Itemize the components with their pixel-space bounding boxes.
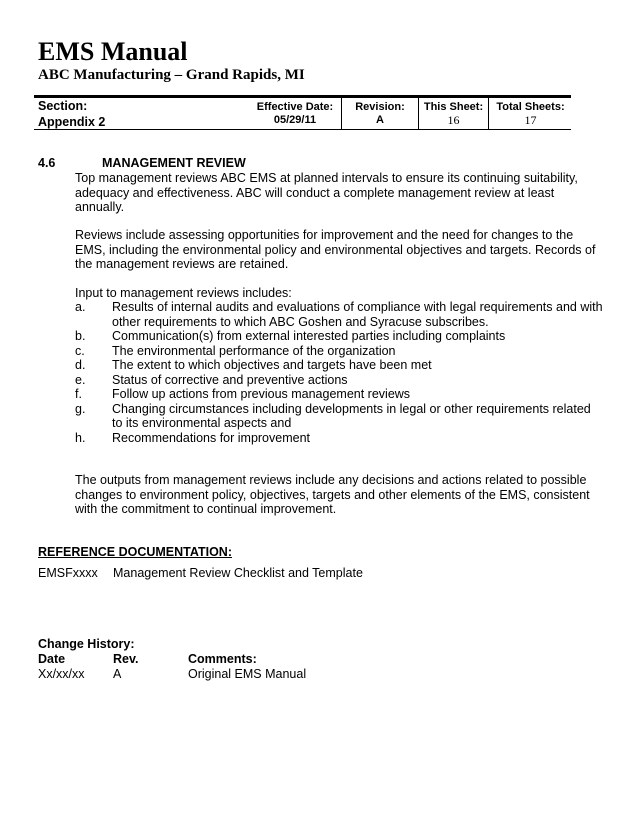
section-number: 4.6: [38, 156, 56, 170]
total-sheets-label: Total Sheets:: [496, 101, 565, 113]
total-sheets-value: 17: [524, 113, 537, 127]
list-item-text: Communication(s) from external interested parties including complaints: [112, 329, 506, 343]
list-item-text: Recommendations for improvement: [112, 430, 310, 445]
row-date: Xx/xx/xx: [38, 667, 85, 681]
manual-subtitle: ABC Manufacturing – Grand Rapids, MI: [38, 67, 305, 83]
effective-date-label: Effective Date:: [256, 101, 334, 113]
inputs-list: [75, 300, 603, 445]
list-marker: h.: [75, 430, 86, 445]
list-item: [75, 402, 603, 431]
paragraph-purpose: Top management reviews ABC EMS at planned intervals to ensure its continuing suitability, adequacy and effectiveness. ABC will conduct a complete management review at least annually.: [75, 171, 578, 214]
list-marker: a.: [75, 300, 86, 314]
revision-cell: [341, 98, 418, 129]
list-marker: e.: [75, 372, 86, 387]
manual-title: EMS Manual: [38, 37, 188, 66]
list-item: [75, 329, 603, 344]
list-item: [75, 431, 603, 446]
list-item: [75, 344, 603, 359]
paragraph-outputs: The outputs from management reviews include any decisions and actions related to possible changes to environment policy, objectives, targets and other elements of the EMS, consistent with the commitment to continual improvement.: [75, 473, 590, 516]
this-sheet-label: This Sheet:: [423, 101, 484, 113]
list-marker: g.: [75, 401, 86, 416]
inputs-intro: Input to management reviews includes:: [75, 286, 292, 300]
paragraph-scope: Reviews include assessing opportunities for improvement and the need for changes to the EMS, including the environmental policy and environmental objectives and targets. Records of the management reviews are retained.: [75, 228, 596, 271]
section-heading: MANAGEMENT REVIEW: [102, 156, 246, 170]
list-item: [75, 358, 603, 373]
list-item: [75, 373, 603, 388]
revision-value: A: [376, 114, 384, 126]
list-item: [75, 300, 603, 329]
list-item-text: Follow up actions from previous management reviews: [112, 387, 411, 401]
reference-heading: REFERENCE DOCUMENTATION:: [38, 545, 232, 559]
revision-label: Revision:: [355, 101, 405, 113]
section-value: Appendix 2: [38, 115, 106, 129]
reference-row: [38, 566, 363, 580]
col-comments-header: Comments:: [188, 652, 257, 666]
reference-description: Management Review Checklist and Template: [113, 566, 363, 580]
change-history-heading: Change History:: [38, 637, 135, 651]
reference-code: EMSFxxxx: [38, 566, 98, 580]
header-rule-bottom: [34, 129, 571, 130]
col-rev-header: Rev.: [113, 652, 139, 666]
list-item-text: Changing circumstances including developments in legal or other requirements related to its environmental aspects and: [112, 401, 591, 430]
list-item-text: Status of corrective and preventive actions: [112, 372, 348, 387]
section-label: Section:: [38, 99, 88, 113]
col-date-header: Date: [38, 652, 66, 666]
list-item-text: Results of internal audits and evaluations of compliance with legal requirements and with other requirements to which ABC Goshen and Syracuse subscribes.: [112, 300, 603, 329]
this-sheet-cell: [418, 98, 488, 129]
effective-date-cell: [250, 98, 340, 129]
list-marker: f.: [75, 387, 82, 401]
total-sheets-cell: [488, 98, 572, 129]
list-marker: c.: [75, 343, 85, 358]
list-item-text: The extent to which objectives and targets have been met: [112, 358, 432, 372]
row-rev: A: [113, 667, 122, 681]
list-marker: b.: [75, 329, 86, 343]
row-comment: Original EMS Manual: [188, 667, 307, 681]
this-sheet-value: 16: [447, 113, 460, 127]
list-marker: d.: [75, 358, 86, 372]
list-item: [75, 387, 603, 402]
list-item-text: The environmental performance of the organization: [112, 343, 396, 358]
effective-date-value: 05/29/11: [273, 114, 317, 126]
